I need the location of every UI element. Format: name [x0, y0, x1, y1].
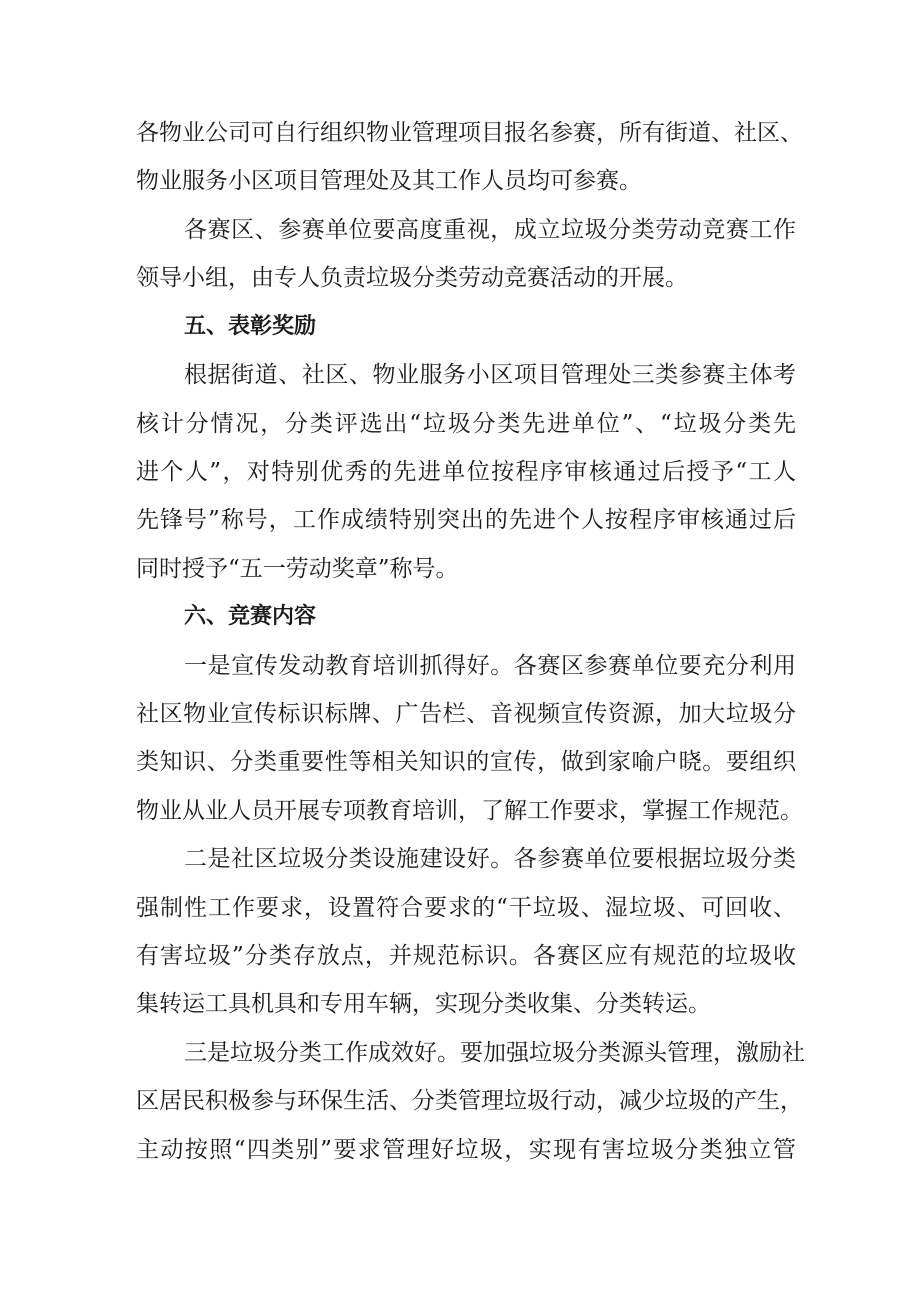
paragraph-line: 物业服务小区项目管理处及其工作人员均可参赛。 — [136, 168, 642, 194]
paragraph-line: 进个人”，对特别优秀的先进单位按程序审核通过后授予“工人 — [136, 459, 796, 485]
paragraph-line: 先锋号”称号，工作成绩特别突出的先进个人按程序审核通过后 — [136, 507, 796, 533]
paragraph-line: 核计分情况，分类评选出“垃圾分类先进单位”、“垃圾分类先 — [136, 411, 796, 437]
paragraph-line: 各赛区、参赛单位要高度重视，成立垃圾分类劳动竞赛工作 — [184, 217, 796, 243]
paragraph-line: 一是宣传发动教育培训抓得好。各赛区参赛单位要充分利用 — [184, 653, 796, 679]
paragraph-line: 各物业公司可自行组织物业管理项目报名参赛，所有街道、社区、 — [136, 120, 803, 146]
paragraph-line: 有害垃圾”分类存放点，并规范标识。各赛区应有规范的垃圾收 — [136, 943, 796, 969]
section-heading: 五、表彰奖励 — [184, 314, 317, 339]
section-heading: 六、竞赛内容 — [184, 604, 317, 629]
paragraph-line: 社区物业宣传标识标牌、广告栏、音视频宣传资源，加大垃圾分 — [136, 701, 796, 727]
paragraph-line: 类知识、分类重要性等相关知识的宣传，做到家喻户晓。要组织 — [136, 749, 796, 775]
paragraph-line: 集转运工具机具和专用车辆，实现分类收集、分类转运。 — [136, 991, 711, 1017]
paragraph-line: 三是垃圾分类工作成效好。要加强垃圾分类源头管理，激励社 — [184, 1040, 805, 1066]
paragraph-line: 强制性工作要求，设置符合要求的“干垃圾、湿垃圾、可回收、 — [136, 895, 796, 921]
paragraph-line: 区居民积极参与环保生活、分类管理垃圾行动，减少垃圾的产生， — [136, 1088, 803, 1114]
paragraph-line: 主动按照“四类别”要求管理好垃圾，实现有害垃圾分类独立管 — [136, 1137, 796, 1163]
paragraph-line: 同时授予“五一劳动奖章”称号。 — [136, 556, 459, 582]
paragraph-line: 领导小组，由专人负责垃圾分类劳动竞赛活动的开展。 — [136, 265, 688, 291]
paragraph-line: 根据街道、社区、物业服务小区项目管理处三类参赛主体考 — [184, 362, 796, 388]
paragraph-line: 二是社区垃圾分类设施建设好。各参赛单位要根据垃圾分类 — [184, 846, 796, 872]
paragraph-line: 物业从业人员开展专项教育培训，了解工作要求，掌握工作规范。 — [136, 798, 803, 824]
